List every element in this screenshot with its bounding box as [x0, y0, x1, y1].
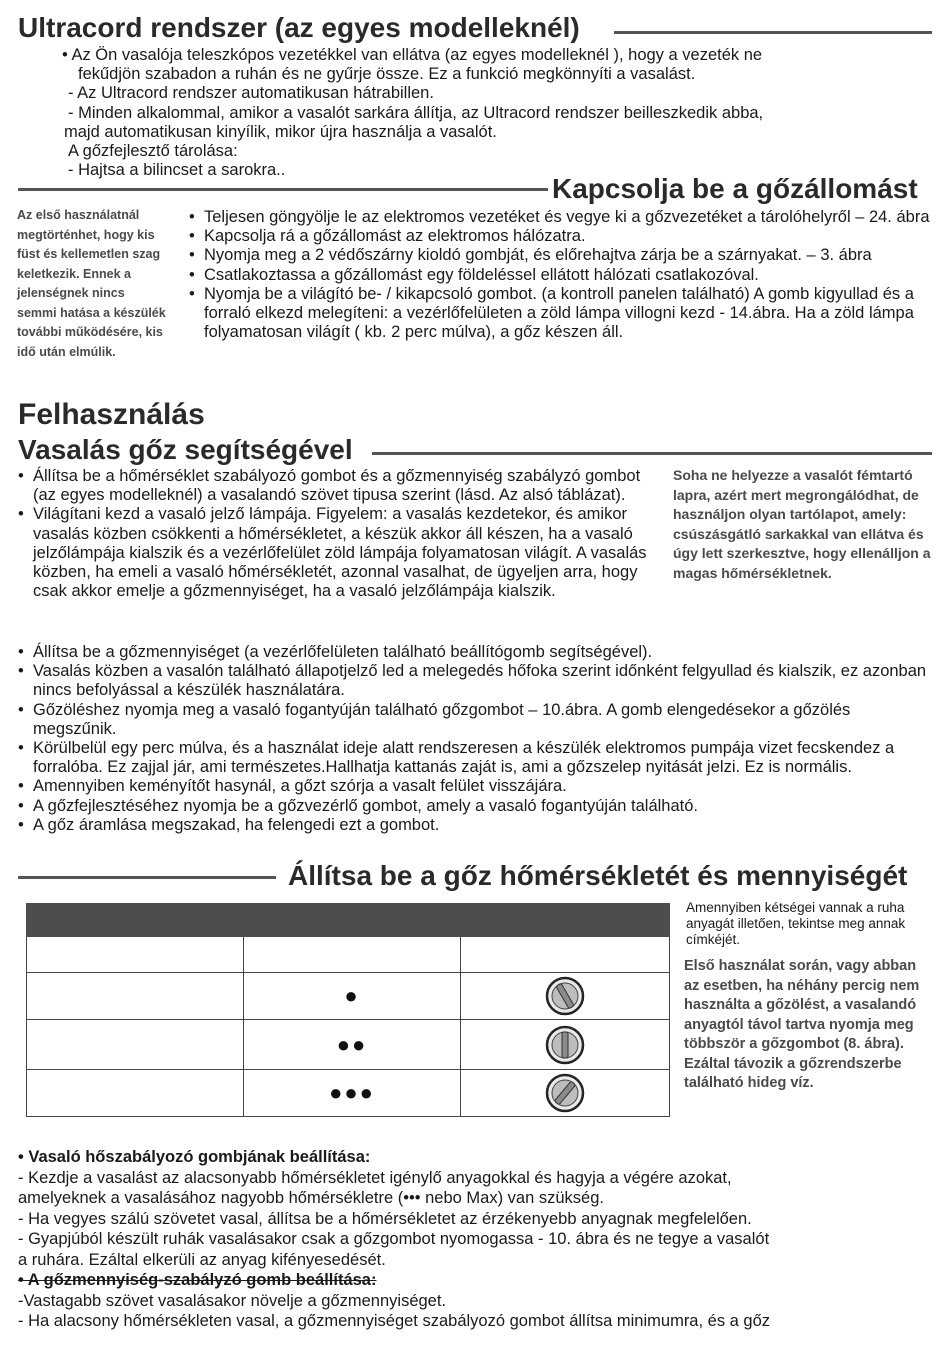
table-row: [27, 973, 670, 1020]
table-row: [27, 1070, 670, 1117]
first-steam-note: Első használat során, vagy abban az esetben, ha néhány percig nem használta a gőzölést, a vasalandó anyagtól távol tartva nyomja meg többször a gőzgombot (8. ábra). Ezáltal távozik a gőzrendszerbe található hideg víz.: [684, 958, 920, 1091]
ultracord-line: - Minden alkalommal, amikor a vasalót sarkára állítja, az Ultracord rendszer beilleszkedik abba,: [68, 103, 764, 122]
list-item: • A gőzfejlesztéséhez nyomja be a gőzvezérlő gombot, amely a vasaló fogantyúján található.: [18, 796, 698, 815]
table-cell: [27, 1070, 244, 1117]
ultracord-line: • Az Ön vasalója teleszkópos vezetékkel van ellátva (az egyes modelleknél ), hogy a vezeték ne: [62, 46, 763, 64]
list-item: • Nyomja meg a 2 védőszárny kioldó gombját, és előrehajtva zárja be a szárnyakat. – 3. ábra: [189, 246, 872, 265]
list-item: • Körülbelül egy perc múlva, és a használat ideje alatt rendszeresen a készülék elektromos pumpája vizet fecskendez a forralóba. Ez zajjal jár, ami természetes.Hallhatja kattanás zaját is, ami a gőzszelep nyitását jelzi. Ez is normális.: [18, 739, 895, 777]
temp-dots: ●●●: [244, 1070, 461, 1117]
list-item: • Amennyiben keményítőt hasynál, a gőzt szórja a vasalt felület visszájára.: [18, 777, 567, 796]
temp-dots: ●: [244, 973, 461, 1020]
fabric-label-note: Amennyiben kétségei vannak a ruha anyagát illetően, tekintse meg annak címkéjét.: [686, 900, 906, 947]
table-cell: [27, 1020, 244, 1070]
body-line: - Ha vegyes szálú szövetet vasal, állítsa be a hőmérsékletet az érzékenyebb anyagnak megfelelően.: [18, 1209, 752, 1228]
table-cell: [27, 937, 244, 973]
list-item: • Állítsa be a gőzmennyiséget (a vezérlőfelületen található beállítógomb segítségével).: [18, 643, 653, 661]
temp-dots: ●●: [244, 1020, 461, 1070]
body-line: a ruhára. Ezáltal elkerüli az anyag kifényesedését.: [18, 1250, 386, 1269]
steam-control-heading: • A gőzmennyiség-szabályzó gomb beállítása:: [18, 1271, 377, 1289]
list-item: • Vasalás közben a vasalón található állapotjelző led a melegedés hőfoka szerint időnként felgyullad és kialszik, ez azonban nincs befolyással a készülék használatára.: [18, 662, 927, 700]
vasalas-title: Vasalás gőz segítségével: [18, 434, 353, 465]
table-cell: [461, 1020, 670, 1070]
table-header-cell: [27, 904, 670, 937]
table-cell: [461, 973, 670, 1020]
ultracord-line: fekűdjön szabadon a ruhán és ne gyűrje össze. Ez a funkció megkönnyíti a vasalást.: [78, 65, 696, 84]
table-cell: [461, 1070, 670, 1117]
ultracord-body: [62, 46, 932, 180]
heading-rule: [372, 452, 932, 455]
vasalas-list-narrow: [18, 467, 666, 601]
body-line: -Vastagabb szövet vasalásakor növelje a gőzmennyiséget.: [18, 1291, 447, 1310]
list-item: • Csatlakoztassa a gőzállomást egy földeléssel ellátott hálózati csatlakozóval.: [189, 265, 759, 284]
kapcsolja-list: [189, 208, 934, 342]
dial-knob-icon: [538, 1023, 592, 1067]
list-item: • Gőzöléshez nyomja meg a vasaló fogantyúján található gőzgombot – 10.ábra. A gomb elengedésekor a gőzölés megszűnik.: [18, 700, 851, 738]
kapcsolja-title: Kapcsolja be a gőzállomást: [552, 173, 918, 204]
ultracord-line: - Hajtsa a bilincset a sarokra..: [68, 161, 286, 180]
table-cell: [244, 937, 461, 973]
heading-rule: [18, 876, 276, 879]
body-line: - Gyapjúból készült ruhák vasalásakor csak a gőzgombot nyomogassa - 10. ábra és ne tegye a vasalót: [18, 1230, 770, 1248]
heading-rule: [614, 31, 932, 34]
list-item: • Állítsa be a hőmérséklet szabályozó gombot és a gőzmennyiség szabályzó gombot (az egyes modelleknél) a vasalandó szövet tipusa szerint (lásd. Az alsó táblázat).: [18, 467, 641, 505]
list-item: • Világítani kezd a vasaló jelző lámpája. Figyelem: a vasalás kezdetekor, és amikor vasalás közben csökkenti a hőmérsékletet, a készük akkor áll készen, ha a vasaló jelzőlámpája kialszik és a vezérlőfelület zöld lámpája folyamatosan világít. A vasalás közben, ha emeli a vasaló hőmérsékletét, azonnal vasalhat, de ügyeljen arra, hogy csak akkor emelje a gőzmennyiséget, ha a vasaló jelzőlámpája kialszik.: [18, 505, 647, 601]
list-item: • A gőz áramlása megszakad, ha felengedi ezt a gombot.: [18, 815, 440, 834]
felhasznalas-title: Felhasználás: [18, 398, 205, 431]
ultracord-line: A gőzfejlesztő tárolása:: [68, 142, 238, 161]
body-line: amelyeknek a vasalásához nagyobb hőmérsékletre (••• nebo Max) van szükség.: [18, 1189, 604, 1207]
dial-knob-icon: [538, 974, 592, 1018]
thermostat-heading: • Vasaló hőszabályozó gombjának beállítása:: [18, 1148, 371, 1166]
settings-table: [26, 903, 670, 1117]
first-use-note: Az első használatnál megtörténhet, hogy kis füst és kellemetlen szag keletkezik. Ennek a jelenségnek nincs semmi hatása a készülék további működésére, kis idő után elmúlik.: [17, 208, 166, 359]
holder-warning-note: Soha ne helyezze a vasalót fémtartó lapra, azért mert megrongálódhat, de használjon olyan tartólapot, amely: csúszásgátló sarkakkal van ellátva és úgy lett szerkesztve, hogy ellenálljon a magas hőmérsékletnek.: [673, 467, 931, 581]
table-header-row: [27, 904, 670, 937]
table-row: [27, 937, 670, 973]
dial-knob-icon: [538, 1071, 592, 1115]
list-item: • Teljesen göngyölje le az elektromos vezetéket és vegye ki a gőzvezetéket a tárolóhelyről – 24. ábra: [189, 208, 930, 226]
table-cell: [27, 973, 244, 1020]
table-cell: [461, 937, 670, 973]
ultracord-line: - Az Ultracord rendszer automatikusan hátrabillen.: [68, 84, 434, 103]
allitsa-title: Állítsa be a gőz hőmérsékletét és mennyiségét: [288, 860, 908, 891]
list-item: • Nyomja be a világító be- / kikapcsoló gombot. (a kontroll panelen található) A gomb kigyullad és a forraló elkezd melegíteni: a vezérlőfelületen a zöld lámpa villogni kezd - 14.ábra. Ha a zöld lámpa folyamatosan világít ( kb. 2 perc múlva), a gőz készen áll.: [189, 284, 914, 342]
body-line: - Kezdje a vasalást az alacsonyabb hőmérsékletet igénylő anyagokkal és hagyja a végére azokat,: [18, 1168, 732, 1187]
table-row: [27, 1020, 670, 1070]
list-item: • Kapcsolja rá a gőzállomást az elektromos hálózatra.: [189, 227, 586, 246]
heading-rule: [18, 188, 548, 191]
vasalas-list-wide: [18, 643, 936, 835]
ultracord-title: Ultracord rendszer (az egyes modelleknél): [18, 12, 580, 43]
bottom-instructions: [18, 1147, 936, 1332]
ultracord-line: majd automatikusan kinyílik, mikor újra használja a vasalót.: [64, 122, 497, 141]
body-line: - Ha alacsony hőmérsékleten vasal, a gőzmennyiséget szabályozó gombot állítsa minimumra, és a gőz: [18, 1312, 771, 1330]
